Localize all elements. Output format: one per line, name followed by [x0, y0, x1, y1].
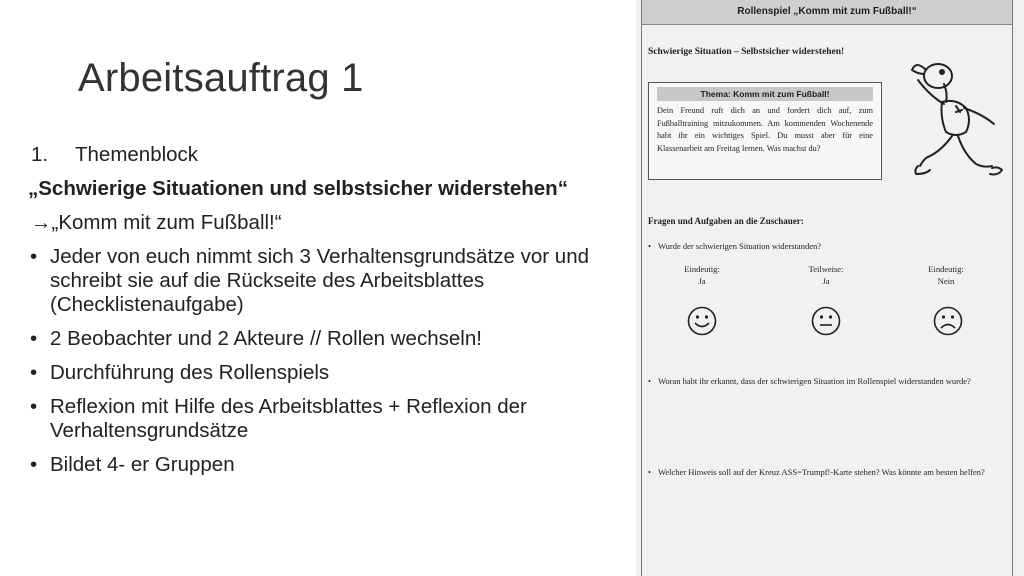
list-item-text: Jeder von euch nimmt sich 3 Verhaltensgrundsätze vor und schreibt sie auf die Rückseite des Arbeitsblattes (Checklistenaufgabe)	[50, 245, 589, 316]
list-item	[28, 361, 628, 385]
worksheet-border-right	[1012, 0, 1013, 576]
arrow-icon: →	[31, 211, 52, 234]
question-3-text: Welcher Hinweis soll auf der Kreuz ASS=Trumpf!-Karte stehen? Was könnte am besten helfen?	[658, 467, 985, 477]
question-2	[648, 375, 998, 388]
scale-option	[906, 263, 986, 287]
scenario-text: Dein Freund ruft dich an und fordert dich auf, zum Fußballtraining mitzukommen. Am kommenden Wochenende habt ihr ein wichtiges Spiel. Du musst aber für eine Klassenarbeit am Freitag lernen. Was machst du?	[657, 106, 873, 153]
question-3	[648, 466, 998, 479]
slide-content	[28, 143, 628, 487]
scale-label: Eindeutig:	[928, 264, 964, 274]
scale-value: Nein	[937, 276, 955, 286]
scale-label: Teilweise:	[808, 264, 844, 274]
worksheet-subtitle: Schwierige Situation – Selbstsicher widerstehen!	[648, 47, 845, 57]
list-item-text: 2 Beobachter und 2 Akteure // Rollen wechseln!	[50, 327, 482, 350]
list-item-text: Durchführung des Rollenspiels	[50, 361, 330, 384]
question-bullet: •	[648, 376, 651, 386]
task-list	[28, 245, 628, 477]
list-item-text: Reflexion mit Hilfe des Arbeitsblattes + Reflexion der Verhaltensgrundsätze	[50, 395, 527, 442]
roleplay-title: „Komm mit zum Fußball!“	[51, 211, 282, 234]
bullet-icon: •	[30, 245, 38, 268]
smile-face-icon	[686, 305, 718, 337]
cartoon-figure-icon	[898, 44, 1010, 184]
worksheet-header: Rollenspiel „Komm mit zum Fußball!“	[642, 0, 1012, 25]
question-2-text: Woran habt ihr erkannt, dass der schwierigen Situation im Rollenspiel widerstanden wurde?	[658, 376, 971, 386]
scale-label: Eindeutig:	[684, 264, 720, 274]
question-bullet: •	[648, 241, 651, 251]
questions-title: Fragen und Aufgaben an die Zuschauer:	[648, 216, 804, 226]
worksheet-border-left	[641, 0, 642, 576]
list-item	[28, 327, 628, 351]
scale-option	[786, 263, 866, 287]
question-1	[648, 240, 1008, 253]
list-item	[28, 453, 628, 477]
scenario-title: Thema: Komm mit zum Fußball!	[657, 87, 873, 101]
bullet-icon: •	[30, 395, 38, 418]
bullet-icon: •	[30, 453, 38, 476]
bullet-icon: •	[30, 327, 38, 350]
question-1-text: Wurde der schwierigen Situation widerstanden?	[658, 241, 821, 251]
numbered-item	[28, 143, 628, 167]
question-bullet: •	[648, 467, 651, 477]
roleplay-line	[28, 211, 628, 235]
theme-quote: „Schwierige Situationen und selbstsicher widerstehen“	[28, 177, 568, 200]
list-item-text: Bildet 4- er Gruppen	[50, 453, 235, 476]
frown-face-icon	[932, 305, 964, 337]
bullet-icon: •	[30, 361, 38, 384]
list-item	[28, 245, 628, 317]
scenario-box	[648, 82, 882, 180]
worksheet-image	[636, 0, 1024, 576]
neutral-face-icon	[810, 305, 842, 337]
scale-option	[662, 263, 742, 287]
slide-title: Arbeitsauftrag 1	[78, 56, 364, 100]
item-text: Themenblock	[75, 143, 199, 166]
scale-value: Ja	[822, 276, 830, 286]
list-item	[28, 395, 628, 443]
scale-value: Ja	[698, 276, 706, 286]
item-number: 1.	[31, 143, 49, 166]
